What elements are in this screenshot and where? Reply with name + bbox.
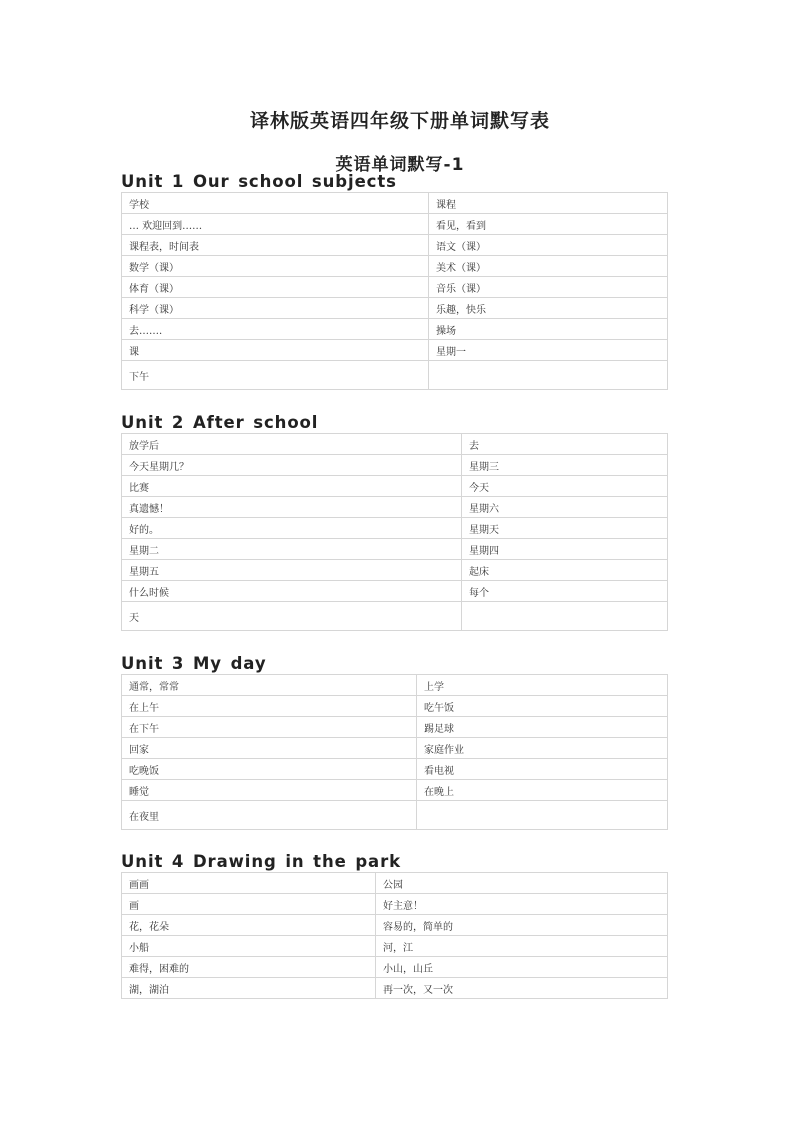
table-row <box>122 319 668 340</box>
table-cell: 今天 <box>462 476 668 497</box>
table-row <box>122 873 668 894</box>
table-row <box>122 780 668 801</box>
table-cell: 星期天 <box>462 518 668 539</box>
table-cell: 家庭作业 <box>417 738 668 759</box>
table-cell: 课程表，时间表 <box>122 235 429 256</box>
table-cell: 在上午 <box>122 696 417 717</box>
table-cell: 小山，山丘 <box>376 957 668 978</box>
table-row <box>122 455 668 476</box>
table-cell: 睡觉 <box>122 780 417 801</box>
table-row <box>122 476 668 497</box>
table-cell: 上学 <box>417 675 668 696</box>
unit-4-vocab-table <box>121 872 668 999</box>
table-cell: 通常，常常 <box>122 675 417 696</box>
table-cell: 星期三 <box>462 455 668 476</box>
table-cell: 音乐（课） <box>429 277 668 298</box>
table-row <box>122 560 668 581</box>
document-subtitle: 英语单词默写-1 <box>335 155 465 175</box>
table-row <box>122 894 668 915</box>
table-cell: 看见，看到 <box>429 214 668 235</box>
table-cell: 踢足球 <box>417 717 668 738</box>
table-cell: 回家 <box>122 738 417 759</box>
table-cell: 放学后 <box>122 434 462 455</box>
document-title: 译林版英语四年级下册单词默写表 <box>249 110 550 132</box>
table-cell: 星期二 <box>122 539 462 560</box>
table-row <box>122 738 668 759</box>
table-cell: 比赛 <box>122 476 462 497</box>
table-cell: 科学（课） <box>122 298 429 319</box>
table-cell: 河，江 <box>376 936 668 957</box>
table-cell: 真遗憾！ <box>122 497 462 518</box>
unit-3-vocab-table <box>121 674 668 830</box>
table-row <box>122 675 668 696</box>
table-cell: 星期一 <box>429 340 668 361</box>
table-row <box>122 340 668 361</box>
table-row <box>122 361 668 390</box>
table-cell: 今天星期几？ <box>122 455 462 476</box>
table-row <box>122 696 668 717</box>
table-cell: 难得，困难的 <box>122 957 376 978</box>
table-row <box>122 602 668 631</box>
table-cell: 起床 <box>462 560 668 581</box>
unit-1-vocab-table <box>121 192 668 390</box>
table-row <box>122 936 668 957</box>
table-cell: 看电视 <box>417 759 668 780</box>
table-cell <box>417 801 668 830</box>
table-row <box>122 434 668 455</box>
table-row <box>122 518 668 539</box>
table-cell: 湖，湖泊 <box>122 978 376 999</box>
unit-4-section <box>121 852 668 999</box>
table-cell: 好的。 <box>122 518 462 539</box>
table-cell: 花，花朵 <box>122 915 376 936</box>
table-cell: 画 <box>122 894 376 915</box>
table-cell: 在夜里 <box>122 801 417 830</box>
table-cell: 小船 <box>122 936 376 957</box>
table-cell: 体育（课） <box>122 277 429 298</box>
table-cell <box>429 361 668 390</box>
table-cell: 画画 <box>122 873 376 894</box>
table-cell: 星期四 <box>462 539 668 560</box>
table-cell: 学校 <box>122 193 429 214</box>
table-row <box>122 957 668 978</box>
table-cell: 课 <box>122 340 429 361</box>
table-cell: 什么时候 <box>122 581 462 602</box>
unit-2-vocab-table <box>121 433 668 631</box>
table-cell: 容易的，简单的 <box>376 915 668 936</box>
table-cell: 公园 <box>376 873 668 894</box>
table-cell: 每个 <box>462 581 668 602</box>
table-cell: 乐趣，快乐 <box>429 298 668 319</box>
unit-1-section <box>121 172 668 390</box>
table-row <box>122 214 668 235</box>
unit-2-section <box>121 413 668 631</box>
unit-3-section <box>121 654 668 830</box>
table-row <box>122 581 668 602</box>
table-cell: 吃午饭 <box>417 696 668 717</box>
table-cell: 好主意！ <box>376 894 668 915</box>
table-row <box>122 193 668 214</box>
table-cell <box>462 602 668 631</box>
table-row <box>122 298 668 319</box>
table-row <box>122 759 668 780</box>
unit-3-title: Unit 3 My day <box>121 654 267 673</box>
table-row <box>122 717 668 738</box>
table-cell: 吃晚饭 <box>122 759 417 780</box>
table-row <box>122 256 668 277</box>
table-row <box>122 915 668 936</box>
table-cell: 语文（课） <box>429 235 668 256</box>
table-row <box>122 235 668 256</box>
table-cell: 天 <box>122 602 462 631</box>
table-cell: 美术（课） <box>429 256 668 277</box>
table-row <box>122 277 668 298</box>
unit-1-title: Unit 1 Our school subjects <box>121 172 397 191</box>
table-row <box>122 801 668 830</box>
table-cell: 在晚上 <box>417 780 668 801</box>
unit-2-title: Unit 2 After school <box>121 413 319 432</box>
table-cell: 去 <box>462 434 668 455</box>
table-cell: 下午 <box>122 361 429 390</box>
table-cell: … 欢迎回到…… <box>122 214 429 235</box>
table-cell: 操场 <box>429 319 668 340</box>
table-cell: 星期六 <box>462 497 668 518</box>
table-cell: 再一次，又一次 <box>376 978 668 999</box>
table-cell: 星期五 <box>122 560 462 581</box>
table-row <box>122 539 668 560</box>
table-cell: 在下午 <box>122 717 417 738</box>
table-row <box>122 978 668 999</box>
table-row <box>122 497 668 518</box>
table-cell: 课程 <box>429 193 668 214</box>
table-cell: 去……. <box>122 319 429 340</box>
table-cell: 数学（课） <box>122 256 429 277</box>
unit-4-title: Unit 4 Drawing in the park <box>121 852 401 871</box>
